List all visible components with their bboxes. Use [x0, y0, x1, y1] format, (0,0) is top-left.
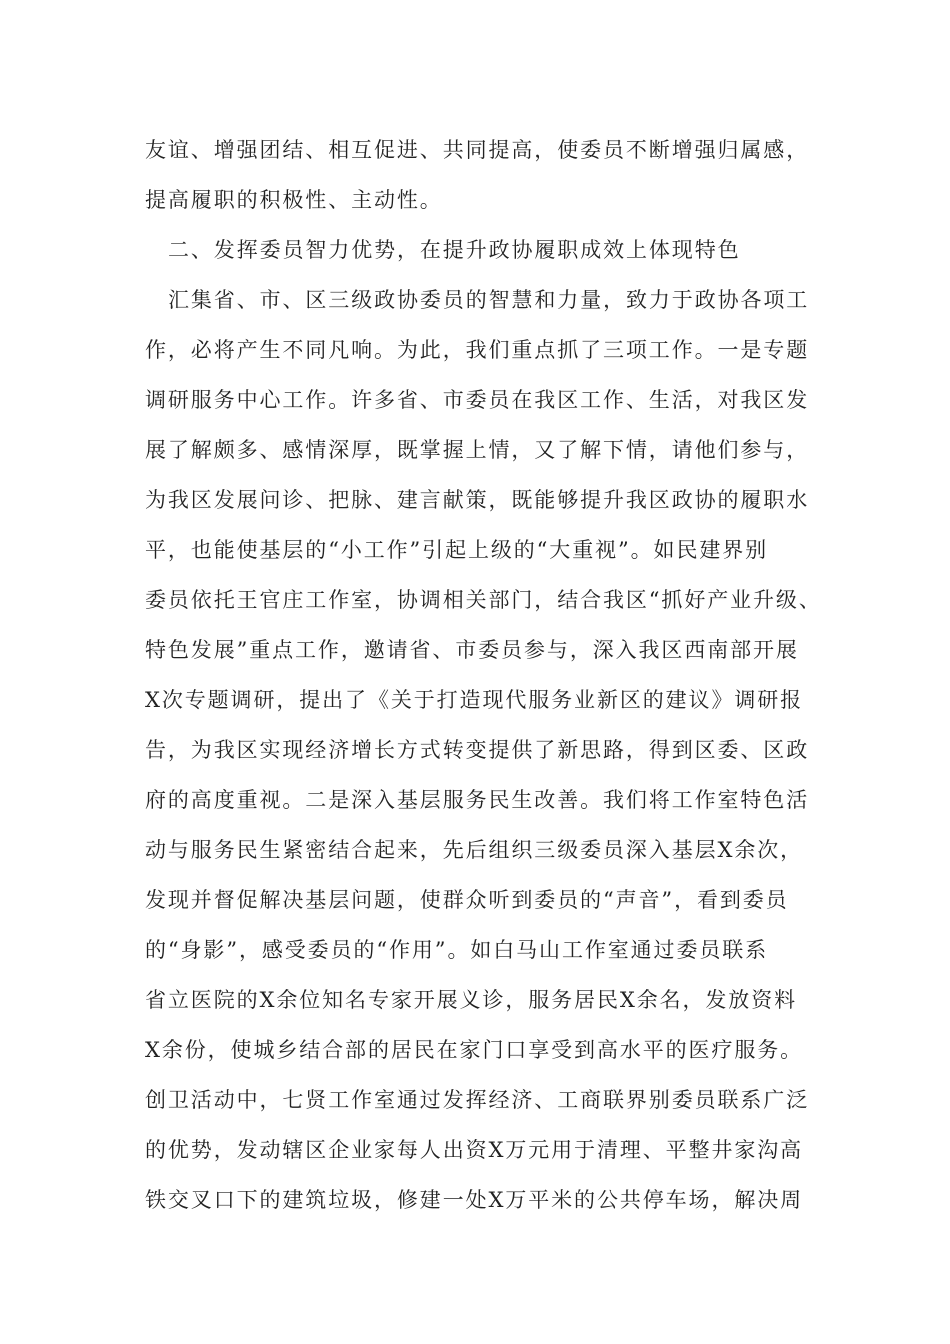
paragraph-line: 特色发展”重点工作，邀请省、市委员参与，深入我区西南部开展 — [145, 638, 799, 662]
section-heading: 二、发挥委员智力优势，在提升政协履职成效上体现特色 — [168, 238, 741, 262]
paragraph-line: 府的高度重视。二是深入基层服务民生改善。我们将工作室特色活 — [145, 788, 810, 812]
paragraph-line: 友谊、增强团结、相互促进、共同提高，使委员不断增强归属感， — [145, 138, 810, 162]
paragraph-line: 铁交叉口下的建筑垃圾，修建一处X万平米的公共停车场，解决周 — [145, 1188, 804, 1212]
paragraph-line: 告，为我区实现经济增长方式转变提供了新思路，得到区委、区政 — [145, 738, 810, 762]
paragraph-line: X余份，使城乡结合部的居民在家门口享受到高水平的医疗服务。 — [145, 1038, 804, 1062]
paragraph-line: 的优势，发动辖区企业家每人出资X万元用于清理、平整井家沟高 — [145, 1138, 804, 1162]
paragraph-line: 作，必将产生不同凡响。为此，我们重点抓了三项工作。一是专题 — [145, 338, 810, 362]
paragraph-line: 调研服务中心工作。许多省、市委员在我区工作、生活，对我区发 — [145, 388, 810, 412]
paragraph-line: 汇集省、市、区三级政协委员的智慧和力量，致力于政协各项工 — [168, 288, 810, 312]
paragraph-line: X次专题调研，提出了《关于打造现代服务业新区的建议》调研报 — [145, 688, 804, 712]
paragraph-line: 平，也能使基层的“小工作”引起上级的“大重视”。如民建界别 — [145, 538, 769, 562]
paragraph-line: 创卫活动中，七贤工作室通过发挥经济、工商联界别委员联系广泛 — [145, 1088, 810, 1112]
paragraph-line: 发现并督促解决基层问题，使群众听到委员的“声音”，看到委员 — [145, 888, 789, 912]
paragraph-line: 展了解颇多、感情深厚，既掌握上情，又了解下情，请他们参与， — [145, 438, 810, 462]
paragraph-line: 提高履职的积极性、主动性。 — [145, 188, 443, 212]
paragraph-line: 动与服务民生紧密结合起来，先后组织三级委员深入基层X余次， — [145, 838, 804, 862]
paragraph-line: 省立医院的X余位知名专家开展义诊，服务居民X余名，发放资料 — [145, 988, 797, 1012]
paragraph-line: 的“身影”，感受委员的“作用”。如白马山工作室通过委员联系 — [145, 938, 769, 962]
paragraph-line: 委员依托王官庄工作室，协调相关部门，结合我区“抓好产业升级、 — [145, 588, 822, 612]
paragraph-line: 为我区发展问诊、把脉、建言献策，既能够提升我区政协的履职水 — [145, 488, 810, 512]
